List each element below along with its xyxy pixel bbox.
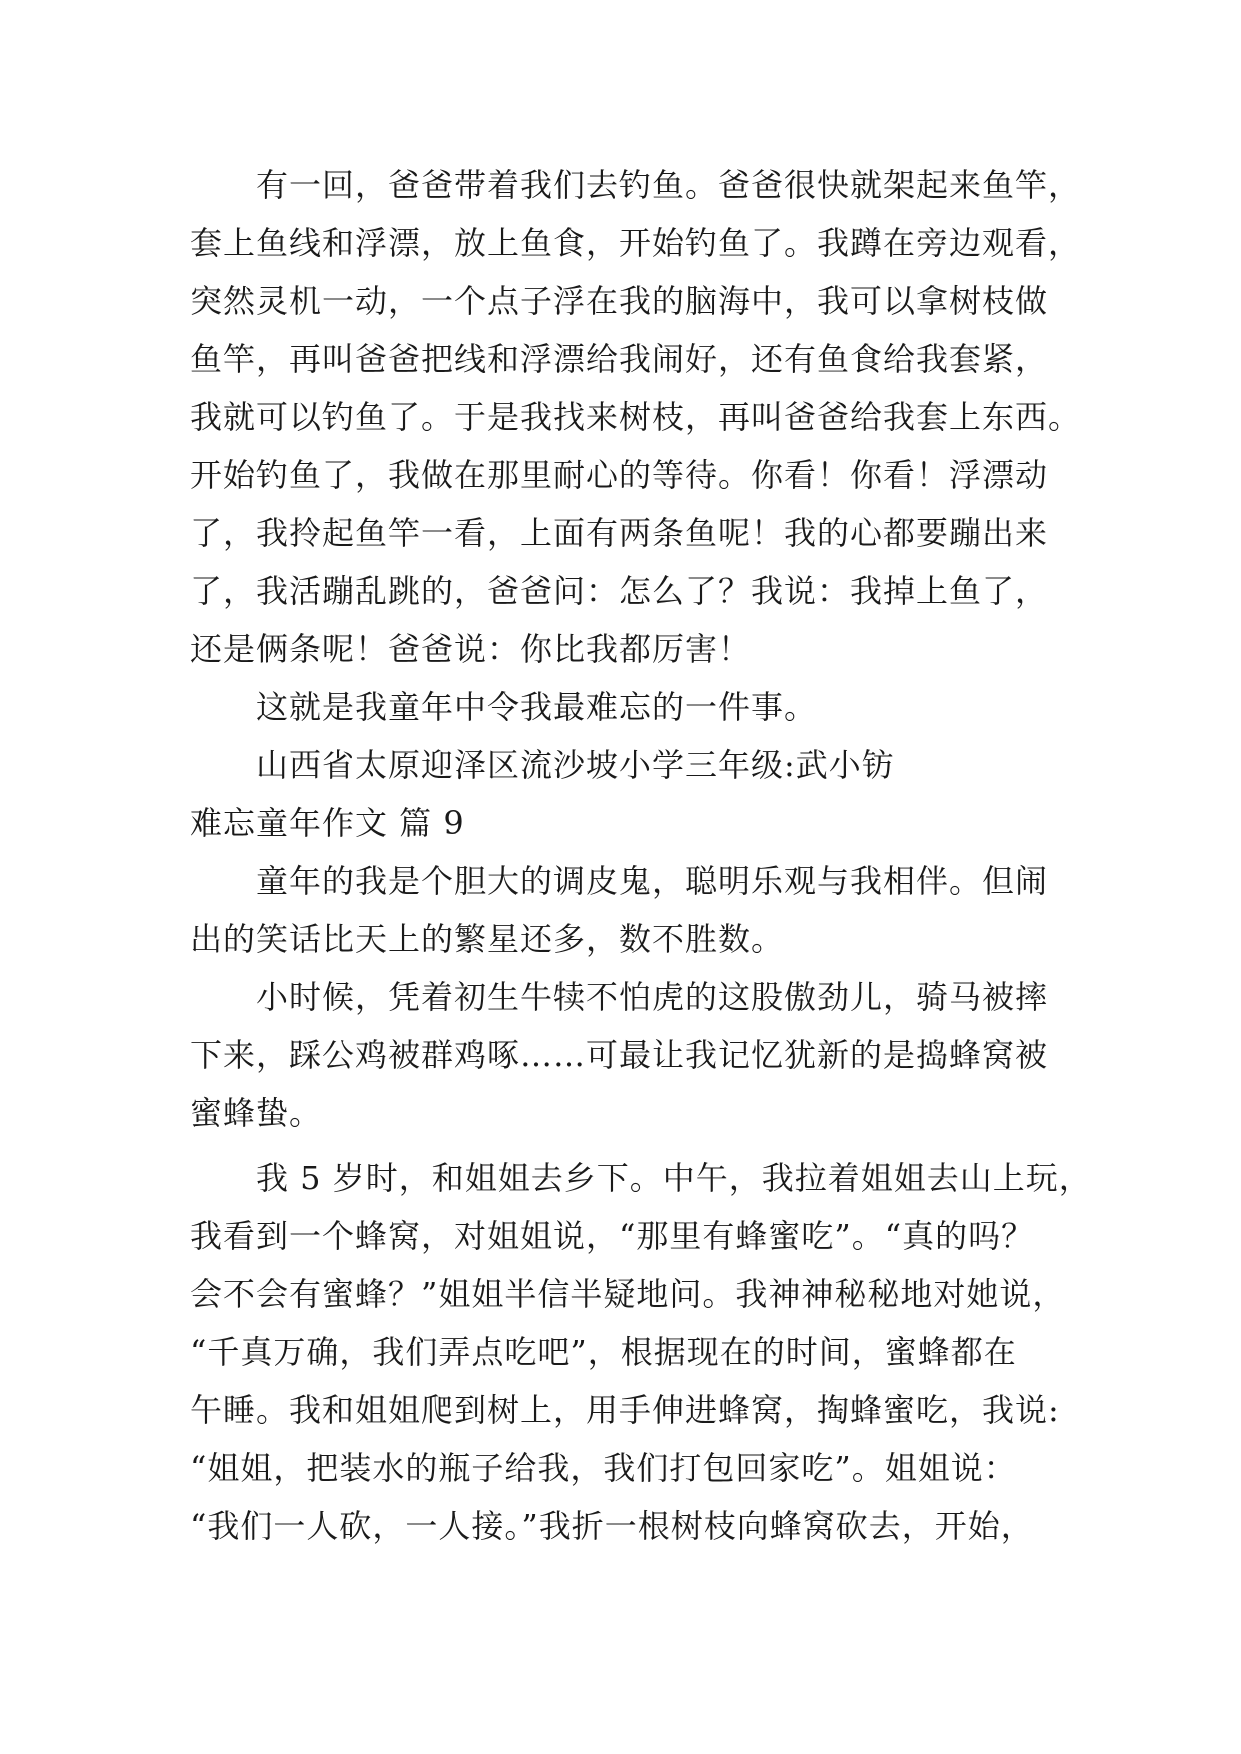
paragraph-line: 出的笑话比天上的繁星还多，数不胜数。 bbox=[190, 920, 785, 958]
paragraph-line: 开始钓鱼了，我做在那里耐心的等待。你看！你看！浮漂动 bbox=[190, 456, 1049, 494]
paragraph-line: 午睡。我和姐姐爬到树上，用手伸进蜂窝，掏蜂蜜吃，我说: bbox=[190, 1391, 1060, 1429]
paragraph-line: 童年的我是个胆大的调皮鬼，聪明乐观与我相伴。但闹 bbox=[256, 862, 1049, 900]
paragraph-line: 我就可以钓鱼了。于是我找来树枝，再叫爸爸给我套上东西。 bbox=[190, 398, 1082, 436]
paragraph-line: 套上鱼线和浮漂，放上鱼食，开始钓鱼了。我蹲在旁边观看， bbox=[190, 224, 1082, 262]
paragraph-line: 了，我活蹦乱跳的，爸爸问：怎么了？我说：我掉上鱼了， bbox=[190, 572, 1049, 610]
author-line: 山西省太原迎泽区流沙坡小学三年级:武小钫 bbox=[256, 746, 895, 784]
paragraph-line: “我们一人砍，一人接。”我折一根树枝向蜂窝砍去，开始， bbox=[190, 1507, 1034, 1545]
paragraph-line: 突然灵机一动，一个点子浮在我的脑海中，我可以拿树枝做 bbox=[190, 282, 1049, 320]
paragraph-line: 这就是我童年中令我最难忘的一件事。 bbox=[256, 688, 818, 726]
paragraph-line: 有一回，爸爸带着我们去钓鱼。爸爸很快就架起来鱼竿， bbox=[256, 166, 1082, 204]
paragraph-line: 蜜蜂蛰。 bbox=[190, 1094, 323, 1132]
paragraph-line: 我看到一个蜂窝，对姐姐说，“那里有蜂蜜吃”。“真的吗？ bbox=[190, 1217, 1035, 1255]
paragraph-line: 还是俩条呢！爸爸说：你比我都厉害！ bbox=[190, 630, 752, 668]
paragraph-line: 了，我拎起鱼竿一看，上面有两条鱼呢！我的心都要蹦出来 bbox=[190, 514, 1049, 552]
paragraph-line: 我 5 岁时，和姐姐去乡下。中午，我拉着姐姐去山上玩， bbox=[256, 1159, 1092, 1197]
section-heading: 难忘童年作文 篇 9 bbox=[190, 804, 465, 842]
paragraph-line: 鱼竿，再叫爸爸把线和浮漂给我闹好，还有鱼食给我套紧， bbox=[190, 340, 1049, 378]
paragraph-line: “姐姐，把装水的瓶子给我，我们打包回家吃”。姐姐说： bbox=[190, 1449, 1017, 1487]
paragraph-line: 会不会有蜜蜂？”姐姐半信半疑地问。我神神秘秘地对她说， bbox=[190, 1275, 1066, 1313]
paragraph-line: 小时候，凭着初生牛犊不怕虎的这股傲劲儿，骑马被摔 bbox=[256, 978, 1049, 1016]
paragraph-line: 下来，踩公鸡被群鸡啄……可最让我记忆犹新的是捣蜂窝被 bbox=[190, 1036, 1049, 1074]
paragraph-line: “千真万确，我们弄点吃吧”，根据现在的时间，蜜蜂都在 bbox=[190, 1333, 1017, 1371]
